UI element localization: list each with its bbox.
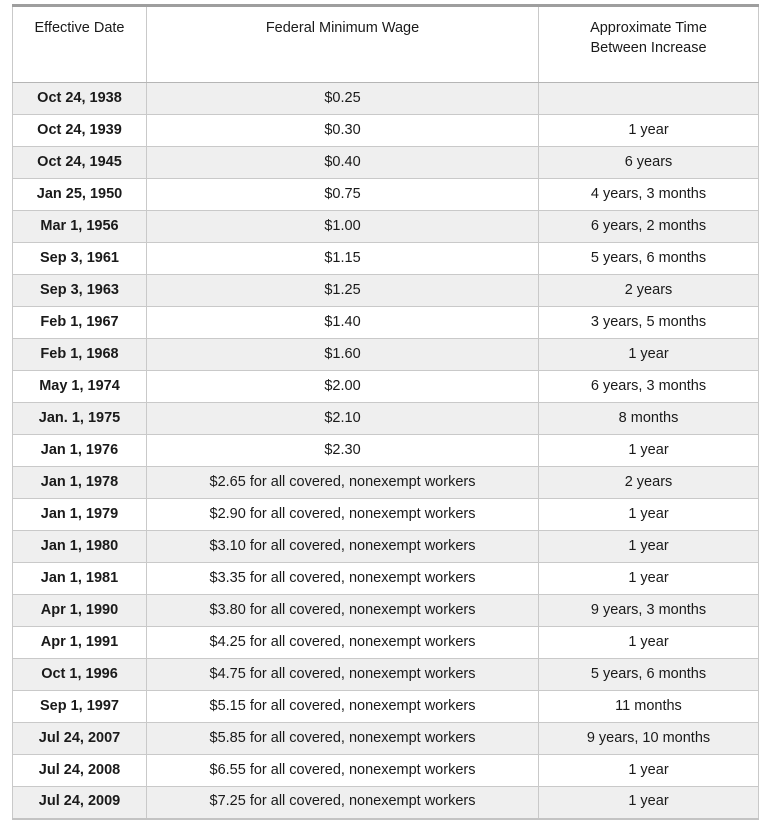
cell-federal-minimum-wage: $3.35 for all covered, nonexempt workers bbox=[147, 563, 539, 595]
cell-federal-minimum-wage: $5.15 for all covered, nonexempt workers bbox=[147, 691, 539, 723]
table-row bbox=[13, 787, 759, 819]
cell-approximate-time: 6 years, 3 months bbox=[539, 371, 759, 403]
cell-effective-date: Feb 1, 1968 bbox=[13, 339, 147, 371]
table-row bbox=[13, 179, 759, 211]
cell-approximate-time: 9 years, 10 months bbox=[539, 723, 759, 755]
table-row bbox=[13, 403, 759, 435]
table-row bbox=[13, 339, 759, 371]
table-row bbox=[13, 147, 759, 179]
cell-federal-minimum-wage: $0.30 bbox=[147, 115, 539, 147]
cell-effective-date: Apr 1, 1990 bbox=[13, 595, 147, 627]
column-header-federal-minimum-wage bbox=[147, 6, 539, 83]
cell-effective-date: Jan 1, 1980 bbox=[13, 531, 147, 563]
cell-approximate-time: 6 years bbox=[539, 147, 759, 179]
cell-federal-minimum-wage: $1.25 bbox=[147, 275, 539, 307]
cell-approximate-time: 5 years, 6 months bbox=[539, 243, 759, 275]
table-row bbox=[13, 499, 759, 531]
cell-approximate-time bbox=[539, 83, 759, 115]
cell-effective-date: Jul 24, 2007 bbox=[13, 723, 147, 755]
cell-effective-date: Apr 1, 1991 bbox=[13, 627, 147, 659]
table-row bbox=[13, 243, 759, 275]
cell-approximate-time: 8 months bbox=[539, 403, 759, 435]
cell-federal-minimum-wage: $2.30 bbox=[147, 435, 539, 467]
table-row bbox=[13, 595, 759, 627]
cell-federal-minimum-wage: $7.25 for all covered, nonexempt workers bbox=[147, 787, 539, 819]
cell-federal-minimum-wage: $2.10 bbox=[147, 403, 539, 435]
cell-approximate-time: 1 year bbox=[539, 499, 759, 531]
cell-approximate-time: 1 year bbox=[539, 627, 759, 659]
cell-federal-minimum-wage: $1.60 bbox=[147, 339, 539, 371]
table-row bbox=[13, 563, 759, 595]
cell-approximate-time: 2 years bbox=[539, 275, 759, 307]
cell-effective-date: Oct 24, 1939 bbox=[13, 115, 147, 147]
cell-federal-minimum-wage: $2.90 for all covered, nonexempt workers bbox=[147, 499, 539, 531]
cell-federal-minimum-wage: $2.65 for all covered, nonexempt workers bbox=[147, 467, 539, 499]
cell-effective-date: May 1, 1974 bbox=[13, 371, 147, 403]
cell-federal-minimum-wage: $3.80 for all covered, nonexempt workers bbox=[147, 595, 539, 627]
cell-federal-minimum-wage: $0.25 bbox=[147, 83, 539, 115]
cell-effective-date: Oct 24, 1945 bbox=[13, 147, 147, 179]
column-header-approximate-time-line-1: Approximate Time bbox=[590, 20, 707, 36]
cell-effective-date: Jan. 1, 1975 bbox=[13, 403, 147, 435]
cell-approximate-time: 3 years, 5 months bbox=[539, 307, 759, 339]
table-row bbox=[13, 275, 759, 307]
cell-effective-date: Jan 25, 1950 bbox=[13, 179, 147, 211]
cell-approximate-time: 11 months bbox=[539, 691, 759, 723]
cell-approximate-time: 1 year bbox=[539, 755, 759, 787]
cell-approximate-time: 5 years, 6 months bbox=[539, 659, 759, 691]
cell-effective-date: Mar 1, 1956 bbox=[13, 211, 147, 243]
column-header-effective-date bbox=[13, 6, 147, 83]
cell-effective-date: Sep 1, 1997 bbox=[13, 691, 147, 723]
cell-federal-minimum-wage: $0.75 bbox=[147, 179, 539, 211]
table-body bbox=[13, 83, 759, 819]
cell-approximate-time: 1 year bbox=[539, 435, 759, 467]
table-row bbox=[13, 115, 759, 147]
cell-effective-date: Jan 1, 1976 bbox=[13, 435, 147, 467]
cell-effective-date: Sep 3, 1963 bbox=[13, 275, 147, 307]
table-row bbox=[13, 723, 759, 755]
cell-effective-date: Oct 1, 1996 bbox=[13, 659, 147, 691]
table-header-row bbox=[13, 6, 759, 83]
column-header-federal-minimum-wage-line-1: Federal Minimum Wage bbox=[265, 20, 420, 36]
column-header-approximate-time-line-2: Between Increase bbox=[590, 39, 707, 56]
table-row bbox=[13, 755, 759, 787]
cell-approximate-time: 1 year bbox=[539, 787, 759, 819]
cell-federal-minimum-wage: $6.55 for all covered, nonexempt workers bbox=[147, 755, 539, 787]
cell-approximate-time: 1 year bbox=[539, 115, 759, 147]
federal-minimum-wage-table bbox=[12, 4, 759, 820]
table-row bbox=[13, 691, 759, 723]
cell-effective-date: Oct 24, 1938 bbox=[13, 83, 147, 115]
column-header-effective-date-line-1: Effective Date bbox=[34, 20, 125, 36]
cell-effective-date: Jul 24, 2008 bbox=[13, 755, 147, 787]
cell-approximate-time: 1 year bbox=[539, 531, 759, 563]
cell-federal-minimum-wage: $2.00 bbox=[147, 371, 539, 403]
cell-approximate-time: 4 years, 3 months bbox=[539, 179, 759, 211]
cell-effective-date: Sep 3, 1961 bbox=[13, 243, 147, 275]
table-header bbox=[13, 6, 759, 83]
cell-approximate-time: 6 years, 2 months bbox=[539, 211, 759, 243]
cell-effective-date: Feb 1, 1967 bbox=[13, 307, 147, 339]
cell-federal-minimum-wage: $4.75 for all covered, nonexempt workers bbox=[147, 659, 539, 691]
cell-federal-minimum-wage: $3.10 for all covered, nonexempt workers bbox=[147, 531, 539, 563]
table-row bbox=[13, 211, 759, 243]
cell-approximate-time: 1 year bbox=[539, 563, 759, 595]
table-row bbox=[13, 371, 759, 403]
cell-federal-minimum-wage: $0.40 bbox=[147, 147, 539, 179]
table-row bbox=[13, 307, 759, 339]
cell-approximate-time: 2 years bbox=[539, 467, 759, 499]
cell-approximate-time: 9 years, 3 months bbox=[539, 595, 759, 627]
table-row bbox=[13, 627, 759, 659]
cell-federal-minimum-wage: $1.15 bbox=[147, 243, 539, 275]
cell-effective-date: Jul 24, 2009 bbox=[13, 787, 147, 819]
cell-federal-minimum-wage: $5.85 for all covered, nonexempt workers bbox=[147, 723, 539, 755]
wage-table-wrapper bbox=[12, 4, 758, 820]
column-header-approximate-time bbox=[539, 6, 759, 83]
table-row bbox=[13, 659, 759, 691]
table-row bbox=[13, 435, 759, 467]
cell-effective-date: Jan 1, 1978 bbox=[13, 467, 147, 499]
cell-approximate-time: 1 year bbox=[539, 339, 759, 371]
cell-effective-date: Jan 1, 1981 bbox=[13, 563, 147, 595]
table-row bbox=[13, 467, 759, 499]
cell-federal-minimum-wage: $1.00 bbox=[147, 211, 539, 243]
cell-federal-minimum-wage: $4.25 for all covered, nonexempt workers bbox=[147, 627, 539, 659]
table-row bbox=[13, 531, 759, 563]
cell-federal-minimum-wage: $1.40 bbox=[147, 307, 539, 339]
cell-effective-date: Jan 1, 1979 bbox=[13, 499, 147, 531]
table-row bbox=[13, 83, 759, 115]
